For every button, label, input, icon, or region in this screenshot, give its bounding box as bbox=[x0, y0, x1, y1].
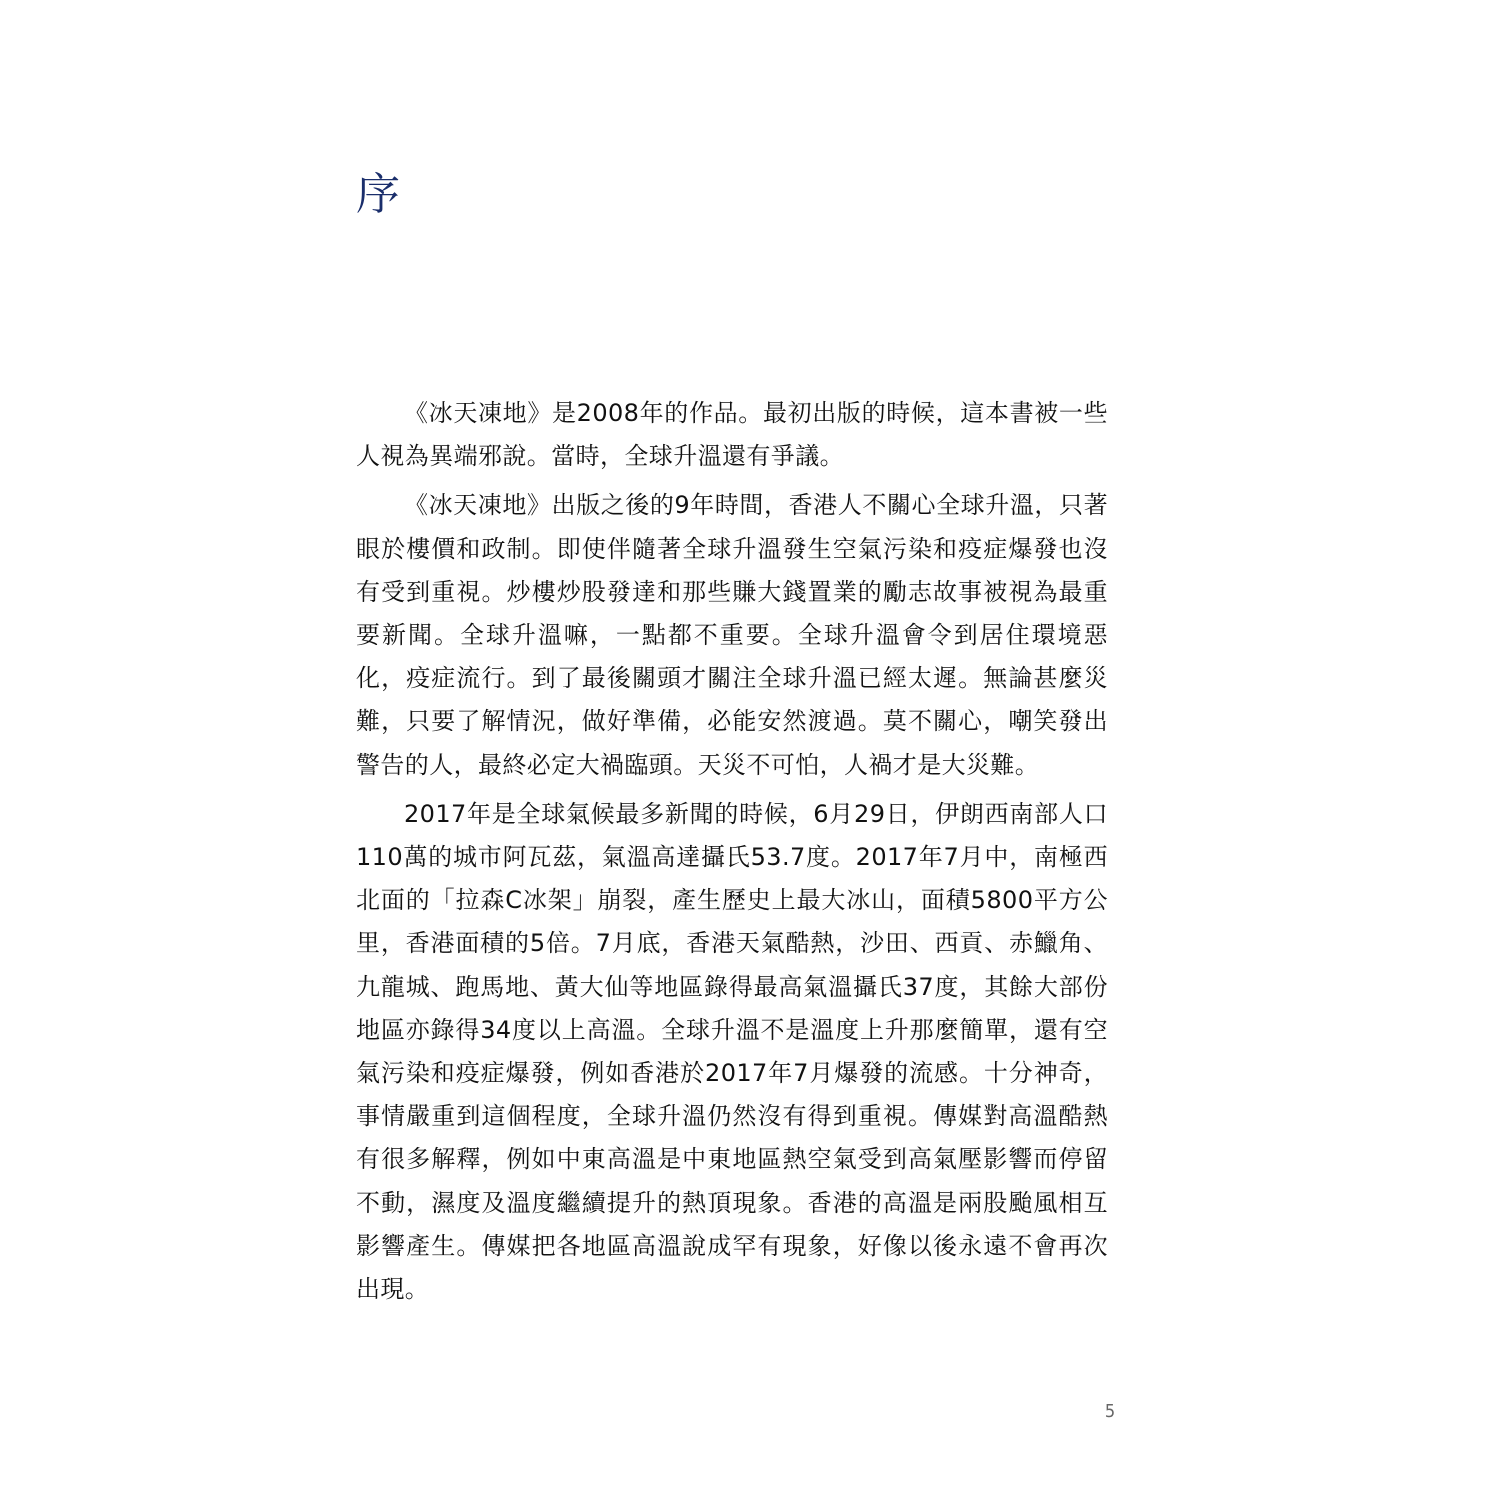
paragraph-3: 2017年是全球氣候最多新聞的時候，6月29日，伊朗西南部人口110萬的城市阿瓦茲，氣溫高達攝氏53.7度。2017年7月中，南極西北面的「拉森C冰架」崩裂，產生歷史上最大冰山，面積5800平方公里，香港面積的5倍。7月底，香港天氣酷熱，沙田、西貢、赤鱲角、九龍城、跑馬地、黃大仙等地區錄得最高氣溫攝氏37度，其餘大部份地區亦錄得34度以上高溫。全球升溫不是溫度上升那麼簡單，還有空氣污染和疫症爆發，例如香港於2017年7月爆發的流感。十分神奇，事情嚴重到這個程度，全球升溫仍然沒有得到重視。傳媒對高溫酷熱有很多解釋，例如中東高溫是中東地區熱空氣受到高氣壓影響而停留不動，濕度及溫度繼續提升的熱頂現象。香港的高溫是兩股颱風相互影響產生。傳媒把各地區高溫說成罕有現象，好像以後永遠不會再次出現。 bbox=[356, 799, 1108, 1304]
body-text bbox=[356, 392, 1108, 1317]
chapter-title: 序 bbox=[356, 169, 400, 220]
page-number: 5 bbox=[1104, 1401, 1116, 1422]
paragraph-1: 《冰天凍地》是2008年的作品。最初出版的時候，這本書被一些人視為異端邪說。當時，全球升溫還有爭議。 bbox=[356, 399, 1108, 471]
paragraph-2: 《冰天凍地》出版之後的9年時間，香港人不關心全球升溫，只著眼於樓價和政制。即使伴隨著全球升溫發生空氣污染和疫症爆發也沒有受到重視。炒樓炒股發達和那些賺大錢置業的勵志故事被視為最重要新聞。全球升溫嘛，一點都不重要。全球升溫會令到居住環境惡化，疫症流行。到了最後關頭才關注全球升溫已經太遲。無論甚麼災難，只要了解情況，做好準備，必能安然渡過。莫不關心，嘲笑發出警告的人，最終必定大禍臨頭。天災不可怕，人禍才是大災難。 bbox=[356, 491, 1108, 779]
